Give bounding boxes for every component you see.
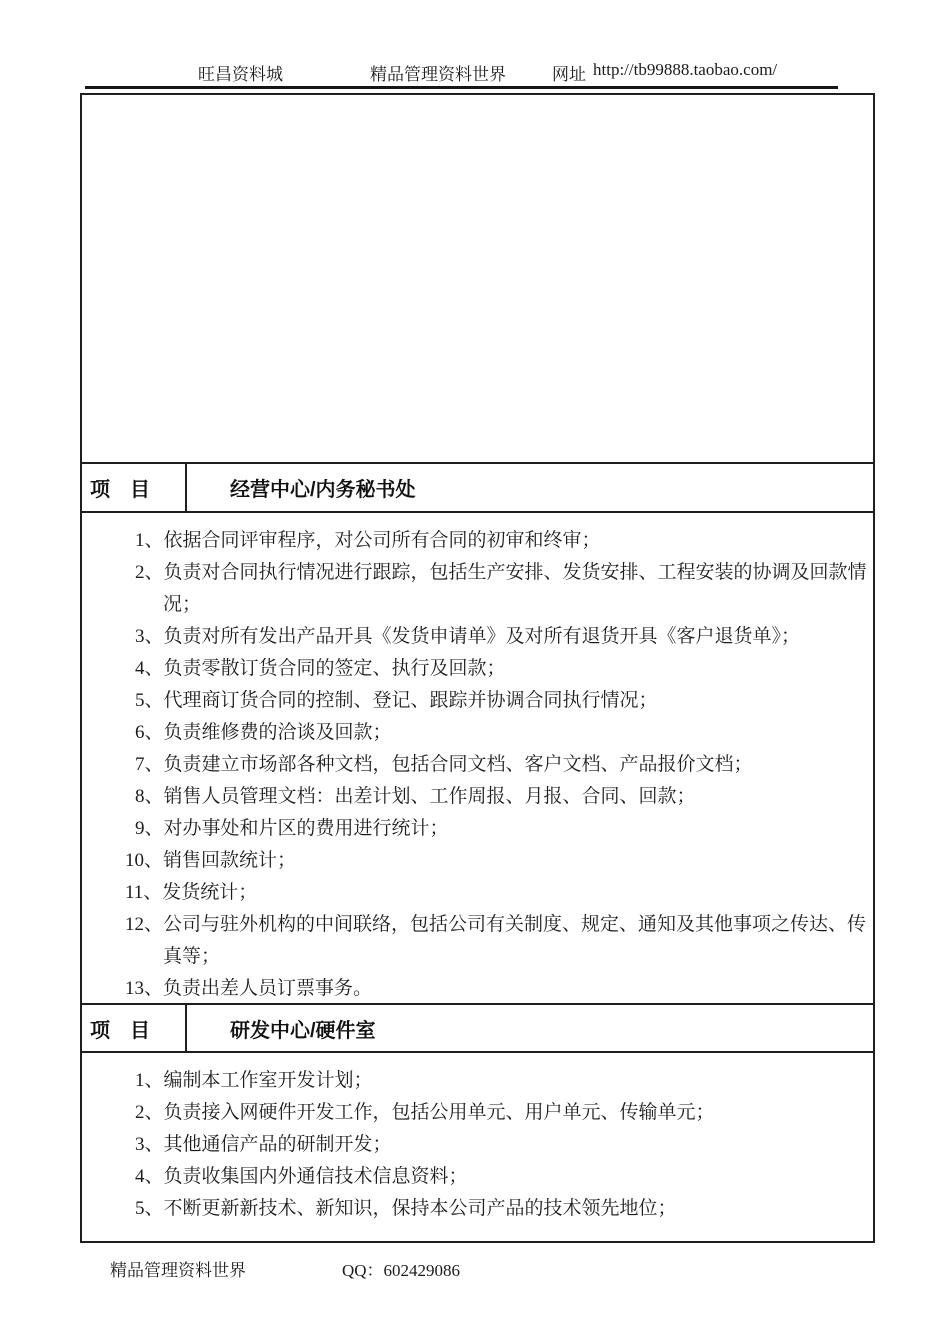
duty-item: 6、负责维修费的洽谈及回款； — [135, 722, 392, 743]
section-items-1 — [82, 511, 873, 1003]
header-url-link[interactable]: http://tb99888.taobao.com/ — [593, 60, 778, 79]
section-header-row-1 — [82, 462, 873, 511]
row-label-2: 项 目 — [90, 1019, 150, 1042]
duty-item: 8、销售人员管理文档：出差计划、工作周报、月报、合同、回款； — [135, 786, 696, 807]
responsibilities-table — [80, 93, 875, 1243]
header-site-name: 旺昌资料城 — [198, 65, 283, 84]
duty-item: 12、公司与驻外机构的中间联络，包括公司有关制度、规定、通知及其他事项之传达、传真等； — [125, 914, 867, 967]
duty-item: 9、对办事处和片区的费用进行统计； — [135, 818, 449, 839]
row-label-cell-2 — [82, 1005, 187, 1051]
duty-item: 3、负责对所有发出产品开具《发货申请单》及对所有退货开具《客户退货单》； — [135, 626, 801, 647]
duty-item: 2、负责对合同执行情况进行跟踪，包括生产安排、发货安排、工程安装的协调及回款情况； — [135, 562, 867, 615]
section-title-cell-2 — [187, 1005, 873, 1051]
header-rule — [85, 86, 838, 89]
section-title-cell-1 — [187, 464, 873, 511]
duty-item: 4、负责收集国内外通信技术信息资料； — [135, 1166, 468, 1187]
duty-item: 2、负责接入网硬件开发工作，包括公用单元、用户单元、传输单元； — [135, 1102, 715, 1123]
duty-item: 4、负责零散订货合同的签定、执行及回款； — [135, 658, 506, 679]
section-title-1: 经营中心/内务秘书处 — [230, 479, 416, 501]
footer-store-name: 精品管理资料世界 — [110, 1261, 246, 1280]
duty-item: 3、其他通信产品的研制开发； — [135, 1134, 392, 1155]
row-label-cell-1 — [82, 464, 187, 511]
footer-qq-number: QQ：602429086 — [342, 1261, 461, 1280]
duty-item: 5、不断更新新技术、新知识，保持本公司产品的技术领先地位； — [135, 1198, 677, 1219]
header-store-name: 精品管理资料世界 — [370, 65, 506, 84]
page-header — [0, 0, 950, 92]
section-items-2 — [82, 1051, 873, 1241]
duty-item: 1、编制本工作室开发计划； — [135, 1070, 373, 1091]
duty-item: 7、负责建立市场部各种文档，包括合同文档、客户文档、产品报价文档； — [135, 754, 753, 775]
section-header-row-2 — [82, 1003, 873, 1051]
duty-item: 1、依据合同评审程序，对公司所有合同的初审和终审； — [135, 530, 601, 551]
empty-top-cell — [82, 95, 873, 462]
duty-item: 11、发货统计； — [125, 882, 258, 903]
row-label-1: 项 目 — [90, 479, 150, 501]
duty-item: 5、代理商订货合同的控制、登记、跟踪并协调合同执行情况； — [135, 690, 658, 711]
duty-item: 13、负责出差人员订票事务。 — [125, 978, 373, 999]
page-footer — [0, 1250, 950, 1290]
section-title-2: 研发中心/硬件室 — [230, 1019, 376, 1042]
header-url-label: 网址 — [552, 65, 586, 84]
duty-item: 10、销售回款统计； — [125, 850, 297, 871]
